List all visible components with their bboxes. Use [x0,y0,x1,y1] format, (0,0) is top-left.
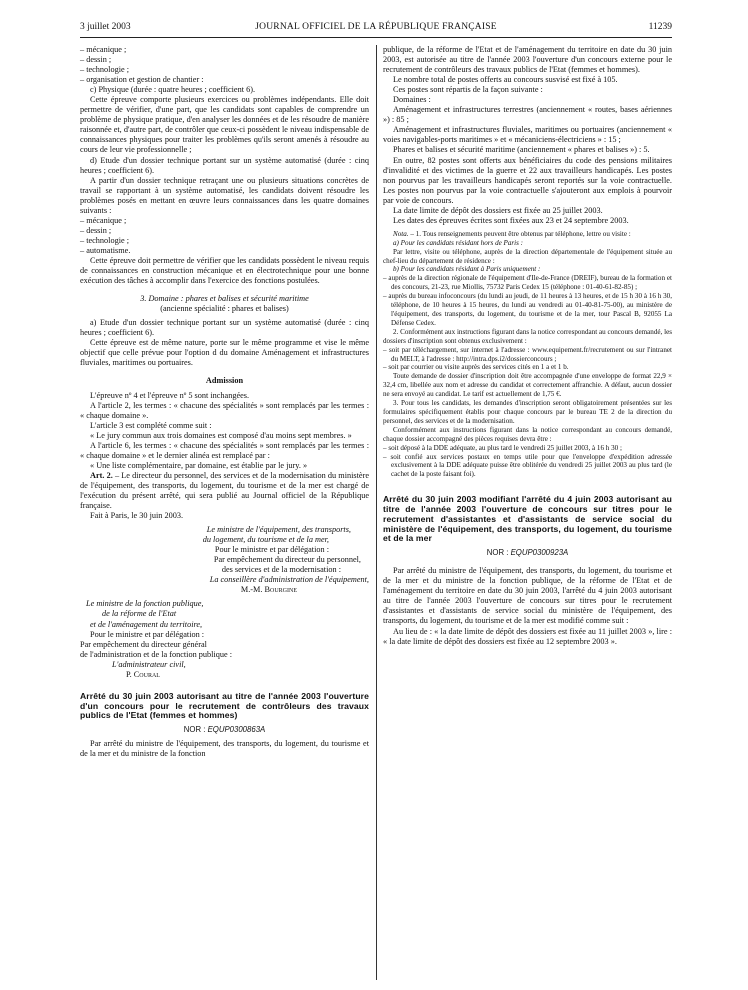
nor-label: NOR : [183,725,208,735]
nota-a-text: Par lettre, visite ou téléphone, auprès de la direction départementale de l'équipement située au chef-lieu du département de résidence : [383,247,672,265]
header-rule [80,37,672,38]
domain3-a-text: Cette épreuve est de même nature, porte sur le même programme et vise le même objectif que celle prévue pour l'option d du domaine Aménagement et infrastructures fluviales, maritimes ou portuaires. [80,338,369,368]
admission-paragraph: « Une liste complémentaire, par domaine, est établie par le jury. » [90,460,308,470]
arrete-title: Arrêté du 30 juin 2003 modifiant l'arrêté du 4 juin 2003 autorisant au titre de l'année 2003 l'ouverture de concours sur titres pour le recrutement d'assistantes et d'assistants de service social du ministère de l'équipement, des transports, du logement, du tourisme et de la mer [383,494,672,544]
nota-b: b) Pour les candidats résidant à Paris uniquement : [393,265,541,274]
list-item: – soit par téléchargement, sur internet à l'adresse : www.equipement.fr/recrutement ou sur l'intranet du MELT, à l'adresse : http://intra.dps.i2/dossierconcours ; [383,345,672,363]
nota-label: Nota. [393,229,409,238]
arrete-title: Arrêté du 30 juin 2003 autorisant au titre de l'année 2003 l'ouverture d'un concours pour le recrutement de contrôleurs des travaux publics de l'Etat (femmes et hommes) [80,690,369,721]
paragraph: Le nombre total de postes offerts au concours susvisé est fixé à 105. [393,75,618,85]
signature-line: de l'administration et de la fonction publique : [80,649,233,659]
article-2-text: – Le directeur du personnel, des services et de la modernisation du ministère de l'équipement, des transports, du logement, du tourisme et de la mer est chargé de l'exécution du présent arrêté, qui sera publié au Journal officiel de la République française. [80,470,369,511]
paragraph: La date limite de dépôt des dossiers est fixée au 25 juillet 2003. [393,205,603,215]
list-item: – technologie ; [80,235,130,245]
dossier-heading: d) Etude d'un dossier technique portant sur un système automatisé (durée : cinq heures ; coefficient 6). [80,155,369,175]
paragraph: Les dates des épreuves écrites sont fixées aux 23 et 24 septembre 2003. [393,215,629,225]
signature-line: de la réforme de l'Etat [102,609,177,619]
admission-paragraph: A l'article 6, les termes : « chacune des spécialités » sont remplacés par les termes : « chaque domaine » et le dernier alinéa est remplacé par : [80,440,369,460]
nota-3: 3. Pour tous les candidats, les demandes d'inscription seront obligatoirement présentées sur les formulaires spécifiquement établis pour chaque concours par le bureau TE 2 de la direction du personnel, des services et de la modernisation. [383,399,672,425]
column-divider [376,45,377,980]
paragraph: Aménagement et infrastructures terrestres (anciennement « routes, bases aériennes ») : 85 ; [383,105,672,125]
signature-line: et de l'aménagement du territoire, [90,619,203,629]
domain3-a-heading: a) Etude d'un dossier technique portant sur un système automatisé (durée : cinq heures ; coefficient 6). [80,318,369,338]
signatory-name: M.-M. Bourgine [240,585,297,595]
header-page-number: 11239 [648,22,672,32]
admission-paragraph: « Le jury commun aux trois domaines est composé d'au moins sept membres. » [90,430,352,440]
list-item: – organisation et gestion de chantier : [80,75,204,85]
nor-code: EQUP0300863A [207,725,266,735]
article-2-label: Art. 2. [90,470,113,480]
list-item: – soit par courrier ou visite auprès des services cités en 1 a et 1 b. [383,363,569,372]
left-column [80,45,369,759]
signature-line: Par empêchement du directeur du personnel, [213,555,361,565]
header-date: 3 juillet 2003 [80,22,131,32]
admission-paragraph: A l'article 2, les termes : « chacune des spécialités » sont remplacés par les termes : « chaque domaine ». [80,400,369,420]
list-item: – mécanique ; [80,215,127,225]
dossier-end-text: Cette épreuve doit permettre de vérifier que les candidats possèdent le niveau requis de connaissances en construction mécanique et en électrotechnique pour une bonne exécution des tâches à accomplir dans l'exercice des fonctions postulées. [80,255,369,286]
nor-code: EQUP0300923A [510,548,569,558]
paragraph: Aménagement et infrastructures fluviales, maritimes ou portuaires (anciennement « voies navigables-ports maritimes » et « mécaniciens-électriciens » : 15 ; [383,125,672,145]
signature-line: Par empêchement du directeur général [80,639,207,649]
signatory-name: P. Coural [126,669,160,679]
nota-intro [383,230,672,239]
nor-reference [80,725,369,735]
paragraph: Phares et balises et sécurité maritime (anciennement « phares et balises ») : 5. [393,145,650,155]
signature-line: du logement, du tourisme et de la mer, [202,535,329,545]
dossier-text: A partir d'un dossier technique retraçant une ou plusieurs situations concrètes de travail se rapportant à un système automatisé, les candidats doivent résoudre les problèmes posés en mettant en œuvre leurs connaissances dans les quatre domaines suivants : [80,175,369,215]
signature-line: Le ministre de la fonction publique, [86,599,204,609]
domain3-title: 3. Domaine : phares et balises et sécurité maritime [140,294,309,304]
list-item: – dessin ; [80,55,112,65]
arrete-text: Au lieu de : « la date limite de dépôt des dossiers est fixée au 11 juillet 2003 », lire : « la date limite de dépôt des dossiers est fixée au 12 septembre 2003 ». [383,626,672,646]
list-item: – mécanique ; [80,45,127,54]
nota-a: a) Pour les candidats résidant hors de Paris : [393,238,524,247]
signature-line: Le ministre de l'équipement, des transports, [206,525,351,535]
arrete-text: Par arrêté du ministre de l'équipement, des transports, du logement, du tourisme et de la mer et du ministre de la fonction publique, de la réforme de l'Etat et de l'aménagement du territoire en date du 30 juin 2003, l'arrêté du 4 juin 2003 autorisant au titre de l'année 2003 l'ouverture de concours sur titres pour le recrutement d'assistantes et d'assistants de service social du ministère de l'équipement, des transports, du logement, du tourisme et de la mer est modifié comme suit : [383,566,672,626]
admission-paragraph: L'article 3 est complété comme suit : [90,420,212,430]
signature-line: L'administrateur civil, [112,659,186,669]
list-item: – soit confié aux services postaux en temps utile pour que l'enveloppe d'expédition adressée exclusivement à la DDE adéquate puisse être oblitérée du vendredi 25 juillet 2003 au plus tard (le cachet de la poste faisant foi). [383,452,672,479]
physique-heading: c) Physique (durée : quatre heures ; coefficient 6). [90,85,256,95]
paragraph: Ces postes sont répartis de la façon suivante : [393,85,543,95]
paragraph: publique, de la réforme de l'Etat et de l'aménagement du territoire en date du 30 juin 2003, est autorisée au titre de l'année 2003 l'ouverture d'un concours externe pour le recrutement de contrôleurs des travaux publics de l'Etat (femmes et hommes). [383,45,672,75]
list-item: – soit déposé à la DDE adéquate, au plus tard le vendredi 25 juillet 2003, à 16 h 30 ; [383,443,622,452]
header-journal-title: JOURNAL OFFICIEL DE LA RÉPUBLIQUE FRANÇAISE [255,22,497,32]
nota-2-text: Toute demande de dossier d'inscription doit être accompagnée d'une enveloppe de format 22,9 × 32,4 cm, libellée aux nom et adresse du candidat et correctement affranchie. A défaut, aucun dossier ne sera envoyé au candidat. Le tarif est actuellement de 1,75 €. [383,372,672,399]
nota-3-text: Conformément aux instructions figurant dans la notice correspondant au concours demandé, chaque dossier accompagné des pièces requises devra être : [383,425,672,443]
right-column [383,45,672,647]
list-item: – auprès du bureau infoconcours (du lundi au jeudi, de 11 heures à 13 heures, et de 15 h 30 à 16 h 30, téléphone, de 10 heures à 15 heures, du lundi au vendredi au 01-40-81-75-00), au ministère de l'équipement, des transports, du logement, du tourisme et de la mer, tour Pascal B, 92055 La Défense Cedex. [383,292,672,327]
signature-line: Pour le ministre et par délégation : [90,629,205,639]
domain3-subtitle: (ancienne spécialité : phares et balises) [160,304,289,314]
nota-2: 2. Conformément aux instructions figurant dans la notice correspondant au concours demandé, les dossiers d'inscription sont obtenus exclusivement : [383,327,672,345]
paragraph: En outre, 82 postes sont offerts aux bénéficiaires du code des pensions militaires d'invalidité et des victimes de la guerre et 22 aux travailleurs handicapés. Les postes non pourvus par les travailleurs handicapés seront reportés sur la voie contractuelle. Les postes non pourvus par la voie contractuelle s'ajouteront aux emplois à pourvoir par voie de concours. [383,155,672,205]
done-at: Fait à Paris, le 30 juin 2003. [90,511,184,521]
list-item: – dessin ; [80,225,112,235]
page-header [80,22,672,36]
admission-paragraph: L'épreuve nº 4 et l'épreuve nº 5 sont inchangées. [90,390,250,400]
nor-reference [383,548,672,558]
article-2 [80,471,369,511]
admission-title: Admission [205,376,244,386]
paragraph: Domaines : [393,95,431,105]
physique-text: Cette épreuve comporte plusieurs exercices ou problèmes indépendants. Elle doit permettre de vérifier, d'une part, que les candidats sont capables de comprendre un problème de physique pratique, d'en analyser les données et de les résoudre de manière raisonnée et, d'autre part, de contrôler que ceux-ci possèdent le niveau indispensable de connaissances physiques pour traiter les problèmes qu'ils seront amenés à résoudre au cours de leur vie professionnelle ; [80,95,369,155]
signature-line: des services et de la modernisation : [221,565,341,575]
nota-text: – 1. Tous renseignements peuvent être obtenus par téléphone, lettre ou visite : [408,229,631,238]
list-item: – auprès de la direction régionale de l'équipement d'Ile-de-France (DREIF), bureau de la formation et des concours, 21-23, rue Miollis, 75732 Paris Cedex 15 (téléphone : 01-40-61-82-85) ; [383,274,672,292]
list-item: – automatisme. [80,245,131,255]
nor-label: NOR : [486,548,511,558]
arrete-text: Par arrêté du ministre de l'équipement, des transports, du logement, du tourisme et de la mer et du ministre de la fonction [80,739,369,759]
nota-block [383,230,672,479]
signature-line: Pour le ministre et par délégation : [214,545,329,555]
signature-line: La conseillère d'administration de l'équipement, [209,575,369,585]
list-item: – technologie ; [80,65,130,75]
